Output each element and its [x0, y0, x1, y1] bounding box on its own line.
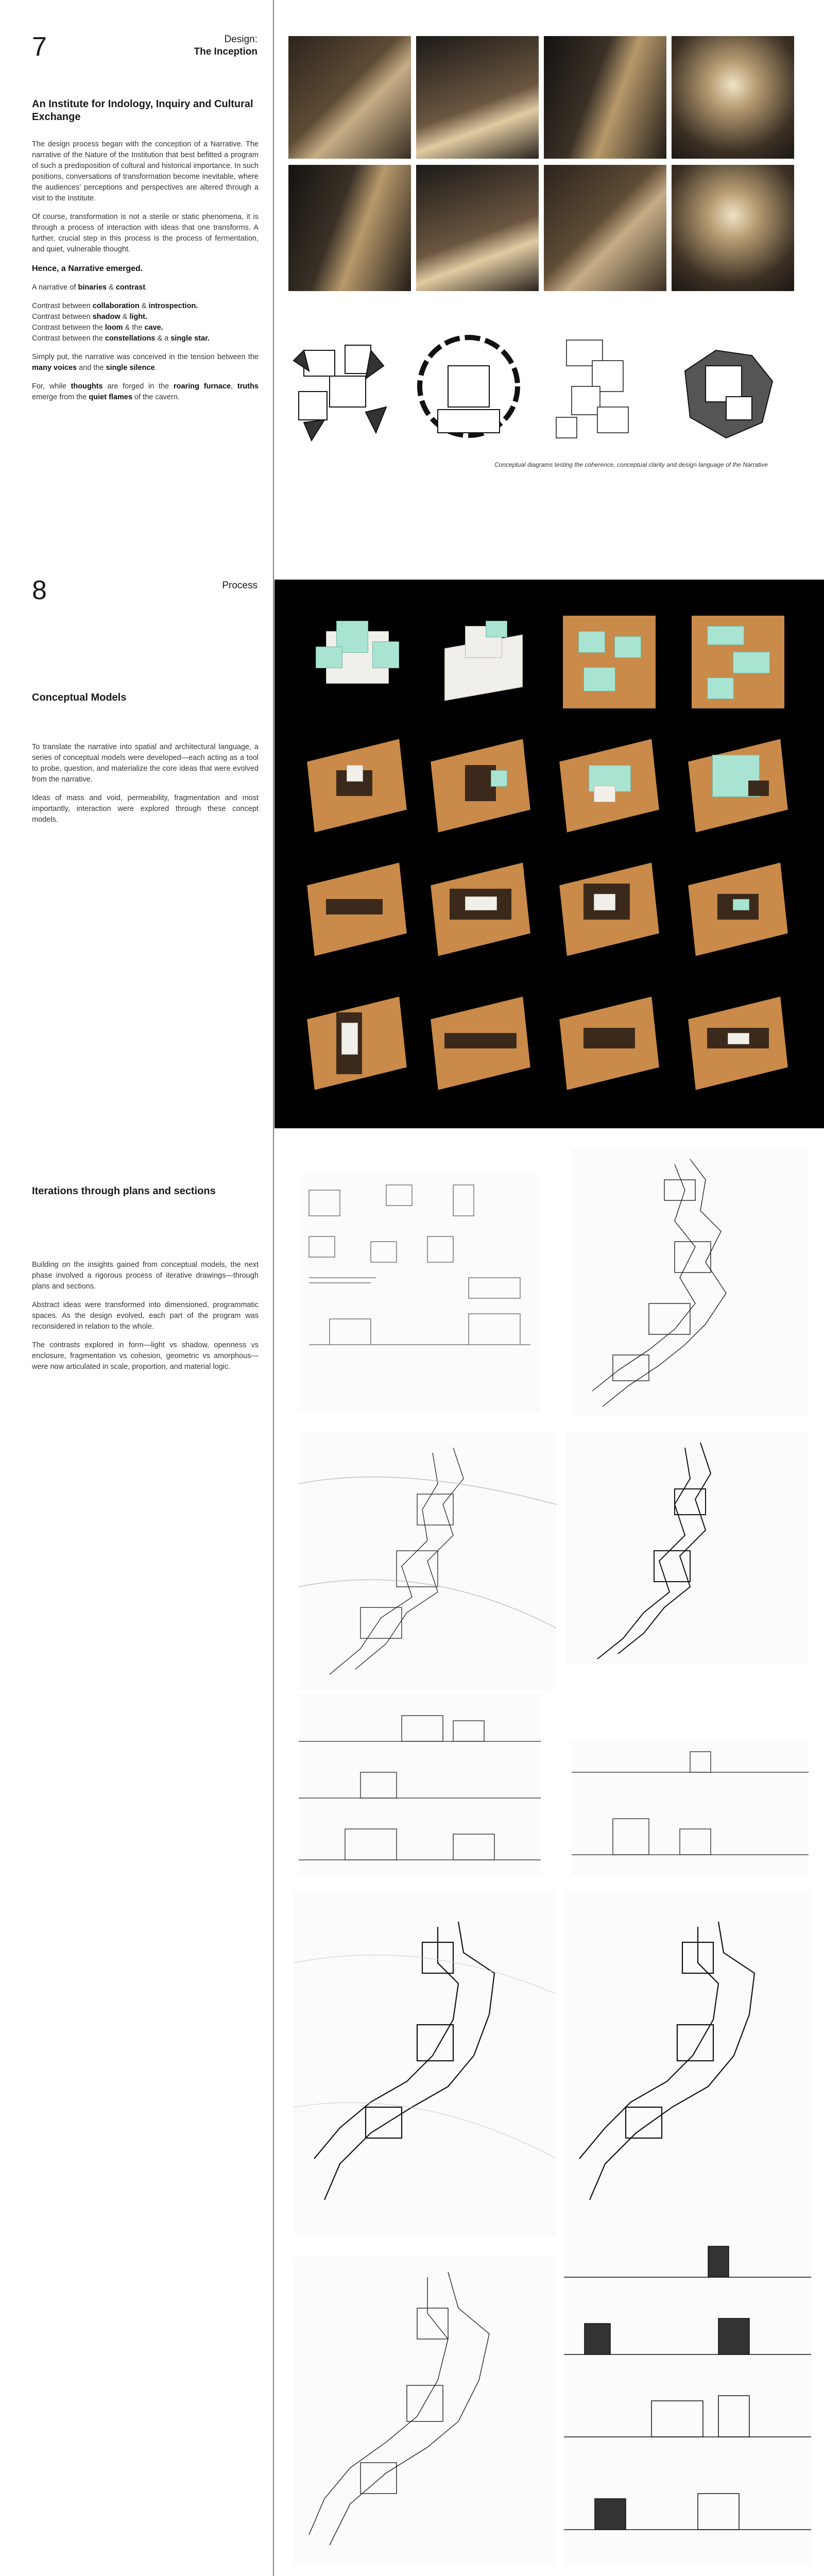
concept-model-10	[429, 858, 532, 956]
concept-model-16	[686, 992, 789, 1090]
section7-p3: Hence, a Narrative emerged.	[32, 264, 143, 274]
concept-model-13	[305, 992, 408, 1090]
plan-drawing-3	[566, 1432, 809, 1664]
concept-model-6	[429, 734, 532, 832]
section7-p4: A narrative of binaries & contrast.	[32, 283, 148, 292]
section-drawing-1	[299, 1695, 541, 1875]
model-photo-6	[416, 165, 539, 291]
section9-p2: Abstract ideas were transformed into dimensioned, programmatic spaces. As the design evolved, each part of the program was reconsidered in relation to the whole.	[32, 1301, 259, 1331]
concept-model-5	[305, 734, 408, 832]
section8-p1: To translate the narrative into spatial and architectural language, a series of conceptual models were developed—each acting as a tool to probe, question, and materialize the core ideas that were evolved from the narrative.	[32, 743, 259, 784]
model-photo-3	[544, 36, 666, 159]
section8-p2: Ideas of mass and void, permeability, fragmentation and most importantly, interaction were explored through these concept models.	[32, 794, 259, 824]
plan-sheet-1	[572, 1149, 809, 1417]
section7-p2: Of course, transformation is not a sterile or static phenomena, it is through a process of interaction with ideas that one transforms. A further, crucial step in this process is the process of fermentation, and quiet, vulnerable thought.	[32, 213, 259, 254]
concept-model-7	[558, 734, 661, 832]
plan-sheet-4	[294, 1891, 556, 2236]
concept-model-8	[686, 734, 789, 832]
section-number-8: 8	[32, 575, 47, 605]
model-photo-4	[672, 36, 794, 159]
plan-sheet-6	[294, 2257, 556, 2566]
section-sketches	[299, 1175, 541, 1412]
section7-p6: For, while thoughts are forged in the roaring furnace, truths emerge from the quiet flames of the cavern.	[32, 382, 259, 402]
concept-model-15	[558, 992, 661, 1090]
concept-model-2	[429, 611, 532, 708]
section8-subhead: Conceptual Models	[32, 692, 127, 703]
plan-sheet-2	[299, 1432, 556, 1690]
vertical-divider	[273, 0, 274, 2576]
diagram-2	[420, 337, 518, 435]
section9-p1: Building on the insights gained from conceptual models, the next phase involved a rigorous process of iterative drawings—through plans and sections.	[32, 1261, 259, 1291]
model-photo-1	[288, 36, 411, 159]
section7-p1: The design process began with the conception of a Narrative. The narrative of the Nature of the Institution that best befitted a program of such a predisposition of cultural and historical importance. In such positions, conversations of transformation become inevitable, where the audiences' perceptions and perspectives are altered through a visit to the Institute.	[32, 140, 259, 203]
plan-sheet-3	[566, 1432, 809, 1664]
plan-drawing-6	[294, 2257, 556, 2566]
section9-subhead: Iterations through plans and sections	[32, 1185, 216, 1197]
model-photo-7	[544, 165, 666, 291]
section-sheet-2	[572, 1741, 809, 1875]
section-sheet-1	[299, 1695, 541, 1875]
concept-model-4	[686, 611, 789, 708]
concept-model-12	[686, 858, 789, 956]
plan-sheet-5	[564, 1891, 811, 2236]
section-drawing-3	[564, 2231, 811, 2566]
section-tag	[194, 33, 258, 58]
diagram-caption: Conceptual diagrams testing the coherence, conceptual clarity and design language of the Narrative	[494, 461, 768, 468]
section8-tag: Process	[222, 580, 258, 591]
concept-model-11	[558, 858, 661, 956]
section-sketches-sheet	[299, 1175, 541, 1412]
plan-drawing-1	[572, 1149, 809, 1417]
diagram-3	[556, 340, 628, 438]
section7-body	[32, 139, 259, 411]
conceptual-diagrams	[288, 330, 803, 459]
section7-contrasts: Contrast between collaboration & introspection. Contrast between shadow & light. Contrast between the loom & the cave. Contrast between the constellations & a single star.	[32, 302, 210, 343]
concept-models-panel	[274, 580, 824, 1128]
concept-model-1	[305, 611, 408, 708]
section-number-7: 7	[32, 32, 47, 62]
plan-drawing-4	[294, 1891, 556, 2236]
model-photo-5	[288, 165, 411, 291]
section-sheet-3	[564, 2231, 811, 2566]
section7-p5: Simply put, the narrative was conceived in the tension between the many voices and the single silence.	[32, 353, 259, 372]
plan-drawing-2	[299, 1432, 556, 1690]
section8-body	[32, 742, 259, 833]
model-photo-2	[416, 36, 539, 159]
section-tag-line1: Design:	[224, 34, 258, 45]
diagram-4	[685, 350, 772, 438]
plan-drawing-5	[564, 1891, 811, 2236]
concept-model-9	[305, 858, 408, 956]
concept-model-3	[558, 611, 661, 708]
diagram-1	[294, 345, 386, 440]
section-drawing-2	[572, 1741, 809, 1875]
section9-body	[32, 1260, 259, 1380]
section9-p3: The contrasts explored in form—light vs shadow, openness vs enclosure, fragmentation vs cohesion, geometric vs amorphous—were now articulated in scale, proportion, and material logic.	[32, 1341, 259, 1371]
section-tag-line2: The Inception	[194, 46, 258, 57]
section7-title: An Institute for Indology, Inquiry and Cultural Exchange	[32, 98, 253, 123]
model-photo-8	[672, 165, 794, 291]
concept-model-14	[429, 992, 532, 1090]
